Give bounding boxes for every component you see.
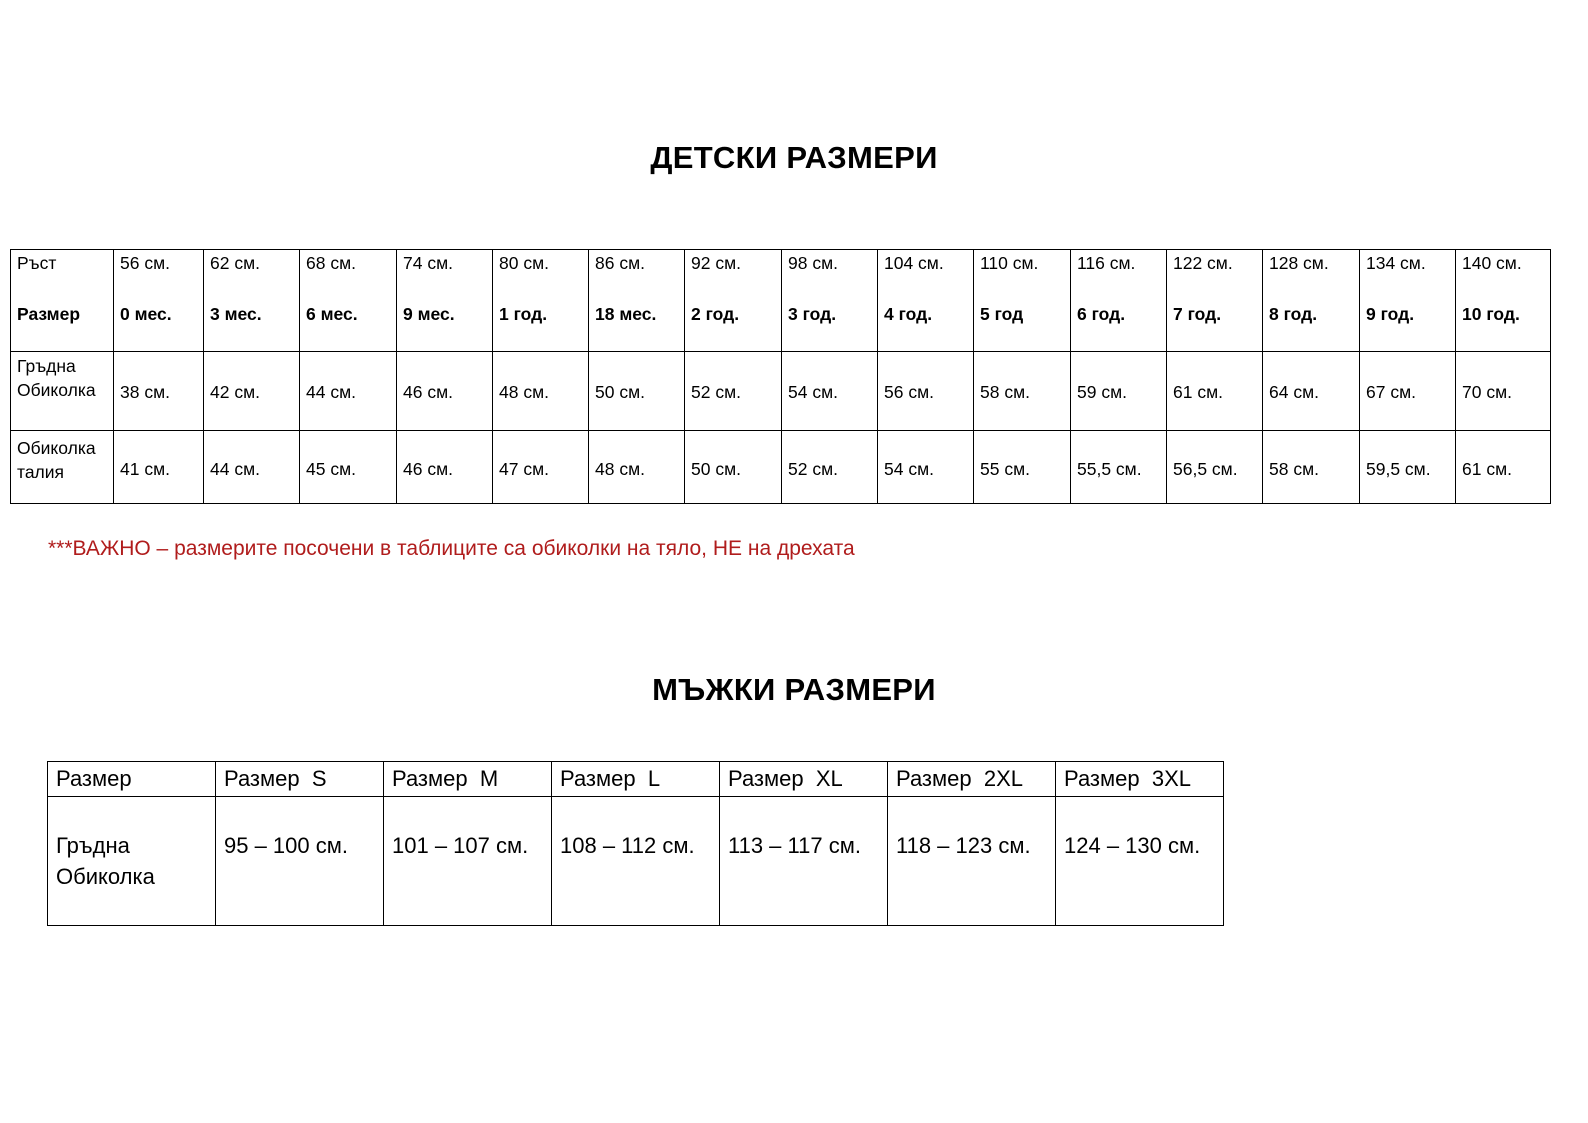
kids-col-height-size [397,250,493,352]
height-value: 62 см. [210,253,260,273]
waist-value-cell [589,431,685,504]
kids-row-waist [11,431,1551,504]
kids-size-table [10,249,1551,504]
waist-value: 47 см. [499,459,549,479]
mens-chest-label-line2: Обиколка [56,864,155,889]
chest-value: 70 см. [1462,382,1512,402]
kids-col-height-size [782,250,878,352]
height-value: 92 см. [691,253,741,273]
mens-chest-row [48,797,1224,926]
chest-value-cell [1263,352,1360,431]
waist-value: 55,5 см. [1077,459,1142,479]
waist-value: 45 см. [306,459,356,479]
size-value: 5 год [980,304,1024,324]
kids-col-height-size [589,250,685,352]
height-value: 68 см. [306,253,356,273]
kids-col-height-size [685,250,782,352]
chest-value: 56 см. [884,382,934,402]
chest-value: 59 см. [1077,382,1127,402]
important-note: ***ВАЖНО – размерите посочени в таблиците са обиколки на тяло, НЕ на дрехата [48,537,855,560]
mens-size-label: Размер L [552,762,720,797]
waist-value-cell [685,431,782,504]
height-value: 74 см. [403,253,453,273]
waist-value: 58 см. [1269,459,1319,479]
kids-col-height-size [1456,250,1551,352]
waist-value-cell [782,431,878,504]
kids-row-label [11,352,114,431]
size-value: 6 мес. [306,304,358,324]
chest-value: 61 см. [1173,382,1223,402]
chest-value-cell [685,352,782,431]
height-value: 134 см. [1366,253,1426,273]
mens-chest-value: 101 – 107 см. [384,797,552,926]
kids-col-height-size [114,250,204,352]
chest-value: 52 см. [691,382,741,402]
chest-value-cell [878,352,974,431]
kids-col-height-size [300,250,397,352]
waist-value: 46 см. [403,459,453,479]
chest-value-cell [493,352,589,431]
chest-value-cell [1360,352,1456,431]
kids-row-label [11,250,114,352]
mens-chest-value: 124 – 130 см. [1056,797,1224,926]
waist-value-cell [397,431,493,504]
chest-value-cell [782,352,878,431]
height-label: Ръст [17,253,57,273]
kids-row-chest [11,352,1551,431]
height-value: 80 см. [499,253,549,273]
size-value: 0 мес. [120,304,172,324]
size-value: 3 год. [788,304,837,324]
waist-value: 48 см. [595,459,645,479]
chest-value: 44 см. [306,382,356,402]
waist-value: 44 см. [210,459,260,479]
kids-col-height-size [1071,250,1167,352]
waist-value: 55 см. [980,459,1030,479]
height-value: 128 см. [1269,253,1329,273]
height-value: 140 см. [1462,253,1522,273]
chest-value: 54 см. [788,382,838,402]
size-value: 7 год. [1173,304,1222,324]
chest-label-line1: Гръдна [17,356,76,376]
mens-header-row [48,762,1224,797]
height-value: 98 см. [788,253,838,273]
mens-size-label: Размер XL [720,762,888,797]
size-label: Размер [17,304,81,324]
chest-value-cell [1456,352,1551,431]
chest-value-cell [974,352,1071,431]
kids-col-height-size [1360,250,1456,352]
kids-col-height-size [204,250,300,352]
waist-value-cell [300,431,397,504]
mens-row-label [48,797,216,926]
size-value: 1 год. [499,304,548,324]
size-value: 18 мес. [595,304,657,324]
size-value: 8 год. [1269,304,1318,324]
chest-value: 48 см. [499,382,549,402]
chest-value-cell [300,352,397,431]
mens-chest-value: 95 – 100 см. [216,797,384,926]
chest-value: 67 см. [1366,382,1416,402]
waist-label-line1: Обиколка [17,438,96,458]
mens-chest-label-line1: Гръдна [56,833,130,858]
size-value: 4 год. [884,304,933,324]
height-value: 86 см. [595,253,645,273]
size-value: 10 год. [1462,304,1520,324]
chest-label-line2: Обиколка [17,380,96,400]
height-value: 104 см. [884,253,944,273]
chest-value-cell [589,352,685,431]
waist-value: 52 см. [788,459,838,479]
chest-value-cell [1071,352,1167,431]
waist-value-cell [1071,431,1167,504]
kids-row-label [11,431,114,504]
height-value: 116 см. [1077,253,1136,273]
kids-row-height-size [11,250,1551,352]
mens-chest-value: 118 – 123 см. [888,797,1056,926]
kids-col-height-size [974,250,1071,352]
kids-col-height-size [1167,250,1263,352]
kids-col-height-size [493,250,589,352]
kids-col-height-size [878,250,974,352]
chest-value: 38 см. [120,382,170,402]
waist-value-cell [1167,431,1263,504]
waist-value: 61 см. [1462,459,1512,479]
mens-size-label: Размер M [384,762,552,797]
waist-value: 41 см. [120,459,170,479]
mens-chest-value: 108 – 112 см. [552,797,720,926]
size-value: 6 год. [1077,304,1126,324]
waist-value-cell [878,431,974,504]
kids-sizes-title: ДЕТСКИ РАЗМЕРИ [650,140,938,175]
waist-value: 56,5 см. [1173,459,1238,479]
height-value: 110 см. [980,253,1039,273]
mens-size-table [47,761,1224,926]
chest-value: 58 см. [980,382,1030,402]
waist-value: 59,5 см. [1366,459,1431,479]
waist-value-cell [204,431,300,504]
chest-value-cell [1167,352,1263,431]
chest-value-cell [204,352,300,431]
waist-value-cell [1456,431,1551,504]
chest-value: 64 см. [1269,382,1319,402]
waist-value-cell [1360,431,1456,504]
mens-chest-value: 113 – 117 см. [720,797,888,926]
mens-size-label: Размер 3XL [1056,762,1224,797]
chest-value-cell [114,352,204,431]
size-value: 9 мес. [403,304,455,324]
size-value: 9 год. [1366,304,1415,324]
chest-value: 46 см. [403,382,453,402]
mens-size-label: Размер S [216,762,384,797]
height-value: 56 см. [120,253,170,273]
waist-value: 50 см. [691,459,741,479]
chest-value: 50 см. [595,382,645,402]
height-value: 122 см. [1173,253,1233,273]
waist-label-line2: талия [17,462,65,482]
mens-header-label: Размер [48,762,216,797]
chest-value: 42 см. [210,382,260,402]
size-value: 2 год. [691,304,740,324]
chest-value-cell [397,352,493,431]
waist-value-cell [1263,431,1360,504]
waist-value: 54 см. [884,459,934,479]
mens-size-label: Размер 2XL [888,762,1056,797]
mens-sizes-title: МЪЖКИ РАЗМЕРИ [652,672,936,707]
size-value: 3 мес. [210,304,262,324]
waist-value-cell [493,431,589,504]
waist-value-cell [974,431,1071,504]
waist-value-cell [114,431,204,504]
kids-col-height-size [1263,250,1360,352]
